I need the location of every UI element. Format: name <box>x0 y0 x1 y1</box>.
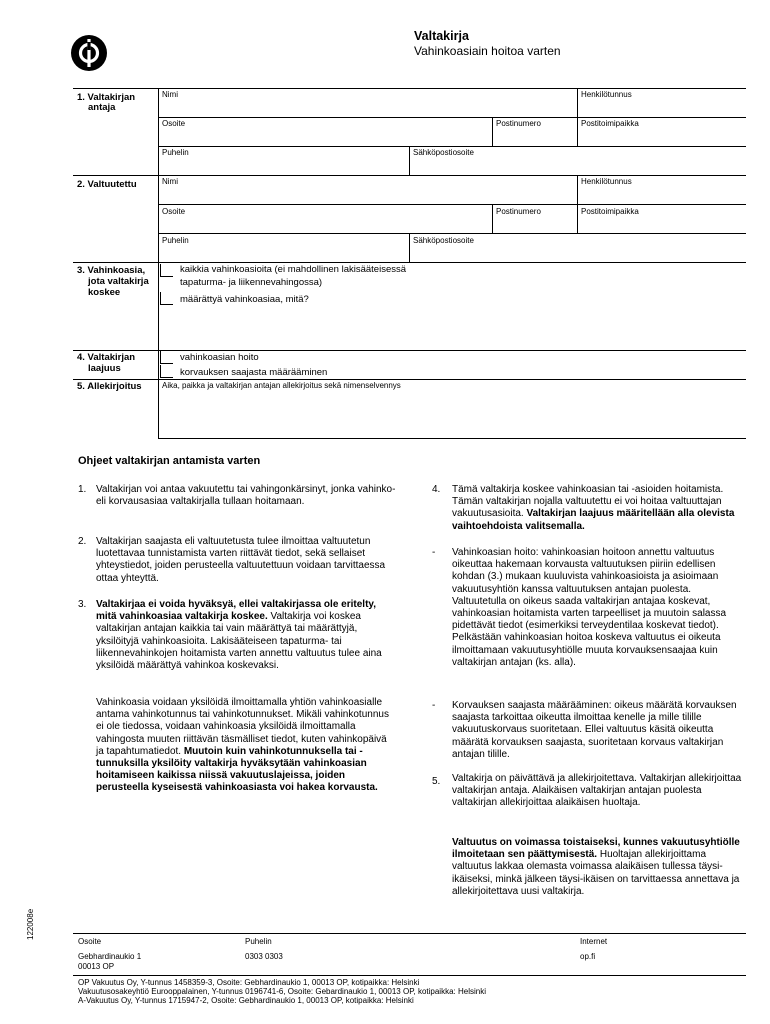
dash-1: - <box>432 547 436 558</box>
instruction-6-bold: Valtuutus on voimassa toistaiseksi, kunnes vakuutusyhtiölle ilmoitetaan sen päättymisestä. <box>452 837 740 861</box>
footer-internet-label: Internet <box>580 937 608 946</box>
item-1-number: 1. <box>78 484 87 495</box>
item-3-number: 3. <box>78 599 87 610</box>
section5-label: 5. Allekirjoitus <box>77 381 142 392</box>
giver-email-field[interactable] <box>410 147 746 175</box>
signature-hint: Aika, paikka ja valtakirjan antajan allekirjoitus sekä nimenselvennys <box>162 381 401 390</box>
footer-phone-label: Puhelin <box>245 937 272 946</box>
specific-claim-field[interactable] <box>176 307 746 350</box>
footer-address-label: Osoite <box>78 937 102 946</box>
section1-label-2: antaja <box>88 102 116 113</box>
footer-internet[interactable]: op.fi <box>580 952 596 961</box>
instruction-5: Valtakirja on päivättävä ja allekirjoitettava. Valtakirjan allekirjoittaa valtakirjan antaja. Alaikäisen valtakirjan antajan puolesta valtakirjan allekirjoittaa alaikäisen huoltaja. <box>452 773 742 809</box>
form-code: 122008e <box>26 908 35 940</box>
item-4-number: 4. <box>432 484 441 495</box>
giver-postcode-field[interactable] <box>493 118 577 146</box>
instruction-4-start: Tämä valtakirja koskee vahinkoasian tai -asioiden hoitamista. Tämän valtakirjan nojalla valtuutettu ei voi hoitaa valtuuttajan vakuutusasioita. <box>452 484 724 520</box>
giver-city-field[interactable] <box>578 118 746 146</box>
agent-email-field[interactable] <box>410 234 746 262</box>
agent-city-label: Postitoimipaikka <box>581 207 639 216</box>
all-claims-label: kaikkia vahinkoasioita (ei mahdollinen lakisääteisessä <box>180 264 407 275</box>
footer-legal-rule <box>73 975 746 976</box>
footer-address-2: 00013 OP <box>78 962 115 971</box>
payee-designation-label: korvauksen saajasta määrääminen <box>180 367 328 378</box>
all-claims-checkbox[interactable] <box>160 264 173 277</box>
agent-ssn-field[interactable] <box>578 176 746 204</box>
dash-2: - <box>432 700 436 711</box>
giver-address-label: Osoite <box>162 119 186 128</box>
all-claims-label-2: tapaturma- ja liikennevahingossa) <box>180 277 323 288</box>
instruction-2: Valtakirjan saajasta eli valtuutetusta tulee ilmoittaa valtuutetun luotettavaa tunnistamista varten riittävät tiedot, sekä sellaiset yhteystiedot, joiden perusteella valtuutettuun voidaan tarvittaessa ottaa yhteyttä. <box>96 536 386 584</box>
footer-phone: 0303 0303 <box>245 952 283 961</box>
section3-label: 3. Vahinkoasia, <box>77 265 146 276</box>
giver-phone-field[interactable] <box>159 147 409 175</box>
section5-top-rule <box>73 379 746 380</box>
agent-address-label: Osoite <box>162 207 186 216</box>
instruction-3b <box>96 697 396 795</box>
section3-label-2: jota valtakirja <box>88 276 149 287</box>
giver-email-label: Sähköpostiosoite <box>413 148 474 157</box>
payee-designation-checkbox[interactable] <box>160 365 173 378</box>
agent-phone-field[interactable] <box>159 234 409 262</box>
section1-label: 1. Valtakirjan <box>77 92 136 103</box>
section4-top-rule <box>73 350 746 351</box>
claim-handling-checkbox[interactable] <box>160 351 173 364</box>
item-5-number: 5. <box>432 776 441 787</box>
instructions-heading: Ohjeet valtakirjan antamista varten <box>78 455 261 467</box>
scope-claim-handling: Vahinkoasian hoito: vahinkoasian hoitoon annettu valtuutus oikeuttaa hakemaan korvausta valtuutuksen piiriin edellisen kohdan (3.) mukaan kuuluvista vahinkoasioista ja asioimaan vakuutusyhtiön kanssa valtuutuksen antajan puolesta. Valtuutetulla on oikeus saada valtakirjan antajaa koskevat, vahinkoasian hoitamista varten tarpeelliset ja muutoin salassa pidettävät tiedot (esimerkiksi terveydentilaa koskevat tiedot). Pelkästään vahinkoasian hoitoa koskeva valtuutus ei oikeuta ilmoittamaan vakuutusyhtiölle muuta korvauksensaajaa kuin valtakirjan antajan (ks. alla). <box>452 547 727 668</box>
agent-phone-label: Puhelin <box>162 236 189 245</box>
giver-postcode-label: Postinumero <box>496 119 541 128</box>
giver-city-label: Postitoimipaikka <box>581 119 639 128</box>
instruction-3b-bold: Muutoin kuin vahinkotunnuksella tai -tunnuksilla yksilöity valtakirja hyväksytään vahinkoasian hoitamiseen kaikissa niissä vakuutuslajeissa, joiden perusteella kyseisestä vahinkoasiasta voi hakea korvausta. <box>96 745 378 794</box>
form-bottom-rule <box>158 438 746 439</box>
instruction-4 <box>452 484 750 533</box>
agent-name-field[interactable] <box>159 176 577 204</box>
instruction-1: Valtakirjan voi antaa vakuutettu tai vahingonkärsinyt, jonka vahinko- eli korvausasiaa valtakirjalla tullaan hoitamaan. <box>96 484 396 508</box>
agent-name-label: Nimi <box>162 177 178 186</box>
giver-ssn-label: Henkilötunnus <box>581 90 632 99</box>
agent-address-field[interactable] <box>159 205 492 233</box>
agent-city-field[interactable] <box>578 205 746 233</box>
section3-top-rule <box>73 262 746 263</box>
legal-line-2: Vakuutusosakeyhtiö Eurooppalainen, Y-tunnus 0196741-6, Osoite: Gebardinaukio 1, 00013 OP, kotipaikka: Helsinki <box>78 987 486 996</box>
agent-postcode-field[interactable] <box>493 205 577 233</box>
giver-ssn-field[interactable] <box>578 89 746 117</box>
specific-claim-checkbox[interactable] <box>160 292 173 305</box>
op-logo-icon <box>64 33 114 73</box>
form-subtitle: Vahinkoasiain hoitoa varten <box>414 44 561 58</box>
section4-label: 4. Valtakirjan <box>77 352 136 363</box>
instruction-4-bold: Valtakirjan laajuus määritellään alla olevista vaihtoehdoista valitsemalla. <box>452 508 735 532</box>
claim-handling-label: vahinkoasian hoito <box>180 352 259 363</box>
specific-claim-label: määrättyä vahinkoasiaa, mitä? <box>180 294 309 305</box>
footer-address-1: Gebhardinaukio 1 <box>78 952 142 961</box>
signature-field[interactable] <box>159 392 746 438</box>
scope-payee: Korvauksen saajasta määrääminen: oikeus määrätä korvauksen saajasta tarkoittaa oikeutta ilmoittaa kenelle ja mille tilille vakuutuskorvaus suoritetaan. Ellei valtuutus käsitä oikeutta määrätä korvauksen saajasta, suoritetaan korvaus valtakirjan antajan tilille. <box>452 700 737 760</box>
section2-label: 2. Valtuutettu <box>77 179 137 190</box>
agent-postcode-label: Postinumero <box>496 207 541 216</box>
giver-address-field[interactable] <box>159 118 492 146</box>
item-2-number: 2. <box>78 536 87 547</box>
agent-ssn-label: Henkilötunnus <box>581 177 632 186</box>
instruction-3b-start: Vahinkoasia voidaan yksilöidä ilmoittamalla yhtiön vahinkoasialle antama vahinkotunnus tai vahinkotunnukset. Mikäli vahinkotunnus ei ole tiedossa, voidaan vahinkoasia yksilöidä ilmoittamalla vahingosta muuten riittävän täsmälliset tiedot, kuten vahinkopäivä ja tapahtumatiedot. <box>96 697 389 757</box>
section4-label-2: laajuus <box>88 363 121 374</box>
legal-line-3: A-Vakuutus Oy, Y-tunnus 1715947-2, Osoite: Gebhardinaukio 1, 00013 OP, kotipaikka: Helsinki <box>78 996 414 1005</box>
footer-top-rule <box>73 933 746 934</box>
giver-name-label: Nimi <box>162 90 178 99</box>
legal-line-1: OP Vakuutus Oy, Y-tunnus 1458359-3, Osoite: Gebhardinaukio 1, 00013 OP, kotipaikka: Helsinki <box>78 978 420 987</box>
giver-name-field[interactable] <box>159 89 577 117</box>
section3-label-3: koskee <box>88 287 121 298</box>
form-title: Valtakirja <box>414 29 469 43</box>
instruction-6 <box>452 837 748 898</box>
instruction-3 <box>96 599 394 672</box>
agent-email-label: Sähköpostiosoite <box>413 236 474 245</box>
instruction-6-rest: Huoltajan allekirjoittama valtuutus lakkaa olemasta voimassa alaikäisen tullessa täysi-ikäiseksi, minkä jälkeen täysi-ikäisen on tarvittaessa annettava ja allekirjoitettava uusi valtakirja. <box>452 849 740 897</box>
instruction-3-rest: Valtakirja voi koskea valtakirjan antajan kaikkia tai vain määrättyä tai määrättyjä, yksilöityjä vahinkoasioita. Lakisääteiseen tapaturma- tai liikennevahinkojen hoitamista varten annettu valtuutus tulee aina yksilöidä määrättyä vahinkoa koskevaksi. <box>96 611 382 672</box>
giver-phone-label: Puhelin <box>162 148 189 157</box>
instruction-3-bold: Valtakirjaa ei voida hyväksyä, ellei valtakirjassa ole eritelty, mitä vahinkoasiaa valtakirja koskee. <box>96 599 376 623</box>
